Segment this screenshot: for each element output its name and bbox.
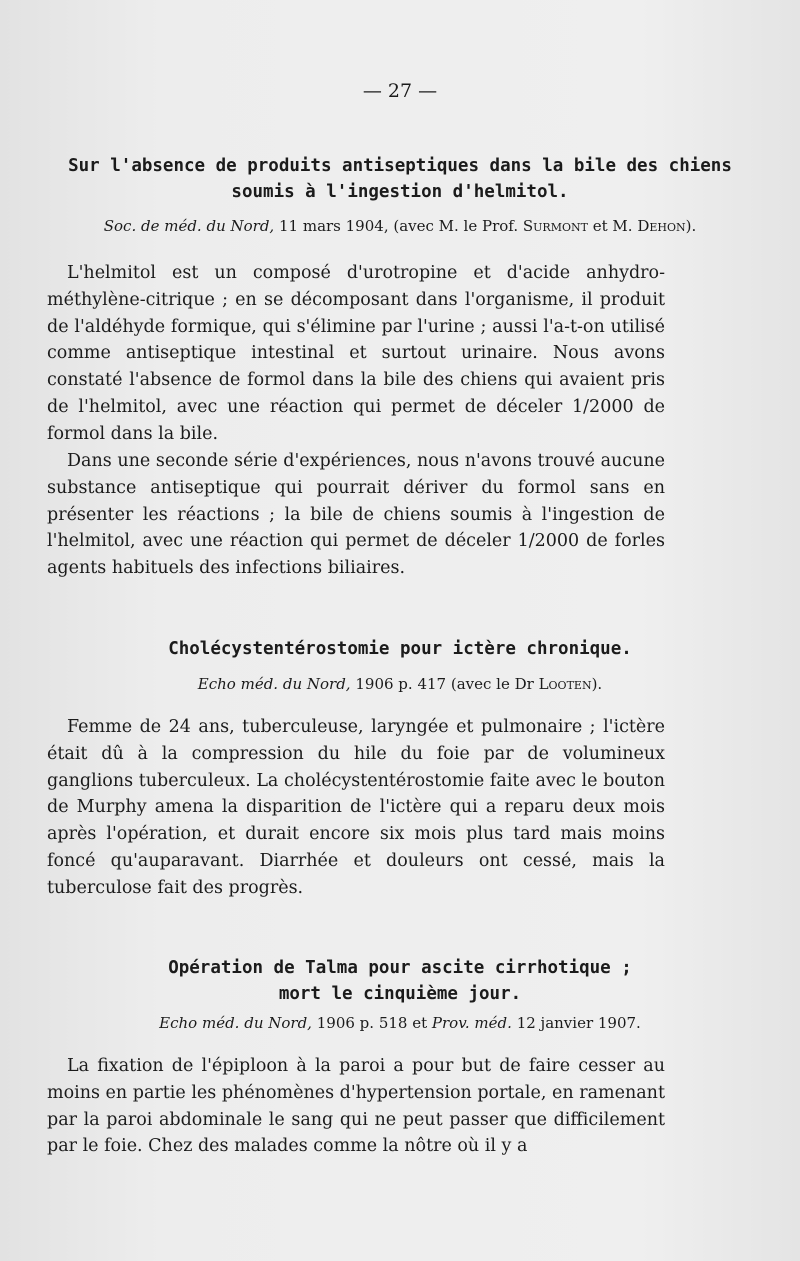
section-1-journal: Soc. de méd. du Nord, — [103, 217, 275, 235]
section-3-source — [40, 1013, 760, 1033]
section-1-author-1: Surmont — [522, 217, 588, 235]
section-2-paragraph-1: Femme de 24 ans, tuberculeuse, laryngée et pulmonaire ; l'ictère était dû à la compression du hile du foie par de volumineux ganglions tuberculeux. La cholécystentérostomie faite avec le bouton de Murphy amena la disparition de l'ictère qui a reparu deux mois après l'opération, et durait encore six mois plus tard mais moins foncé qu'auparavant. Diarrhée et douleurs ont cessé, mais la tuberculose fait des progrès. — [47, 717, 665, 898]
section-1-source-details: 11 mars 1904, (avec M. le Prof. — [278, 217, 519, 235]
section-1-source-joiner: et M. — [592, 217, 633, 235]
section-3-title-line-1: Opération de Talma pour ascite cirrhotique ; — [168, 958, 632, 978]
section-1-source-close: ). — [685, 217, 697, 235]
section-2-author-1: Looten — [538, 675, 592, 693]
section-2-source-close: ). — [591, 675, 603, 693]
section-1-paragraph-2: Dans une seconde série d'expériences, nous n'avons trouvé aucune substance antiseptique qui pourrait dériver du formol sans en présenter les réactions ; la bile de chiens soumis à l'ingestion de l'helmitol, avec une réaction qui permet de déceler 1/2000 de forles agents habituels des infections biliaires. — [47, 451, 665, 579]
section-1-title-line-1: Sur l'absence de produits antiseptiques dans la bile des chiens — [68, 156, 732, 176]
section-1-author-2: Dehon — [637, 217, 686, 235]
section-3-journal-2: Prov. méd. — [431, 1014, 512, 1032]
page-number: — 27 — — [362, 80, 438, 102]
section-3-source-details-2: 12 janvier 1907. — [516, 1014, 641, 1032]
section-2-title-line-1: Cholécystentérostomie pour ictère chronique. — [168, 639, 632, 659]
section-3-journal: Echo méd. du Nord, — [159, 1014, 312, 1032]
section-2-title — [40, 636, 760, 662]
section-3-title — [40, 955, 760, 1007]
section-2-journal: Echo méd. du Nord, — [197, 675, 351, 693]
section-2-source — [40, 674, 760, 694]
section-2-source-details: 1906 p. 417 (avec le Dr — [355, 675, 534, 693]
section-3-title-line-2: mort le cinquième jour. — [278, 984, 522, 1004]
section-1-source — [40, 216, 760, 236]
section-1-title — [40, 153, 760, 205]
section-1-title-line-2: soumis à l'ingestion d'helmitol. — [231, 182, 569, 202]
section-3-paragraph-1: La fixation de l'épiploon à la paroi a pour but de faire cesser au moins en partie les phénomènes d'hypertension portale, en ramenant par la paroi abdominale le sang qui ne peut passer que difficilement par le foie. Chez des malades comme la nôtre où il y a — [47, 1056, 665, 1157]
section-1-paragraph-1: L'helmitol est un composé d'urotropine et d'acide anhydro-méthylène-citrique ; en se décomposant dans l'organisme, il produit de l'aldéhyde formique, qui s'élimine par l'urine ; aussi l'a-t-on utilisé comme antiseptique intestinal et surtout urinaire. Nous avons constaté l'absence de formol dans la bile des chiens qui avaient pris de l'helmitol, avec une réaction qui permet de déceler 1/2000 de formol dans la bile. — [47, 263, 665, 444]
section-3-source-details: 1906 p. 518 et — [316, 1014, 428, 1032]
